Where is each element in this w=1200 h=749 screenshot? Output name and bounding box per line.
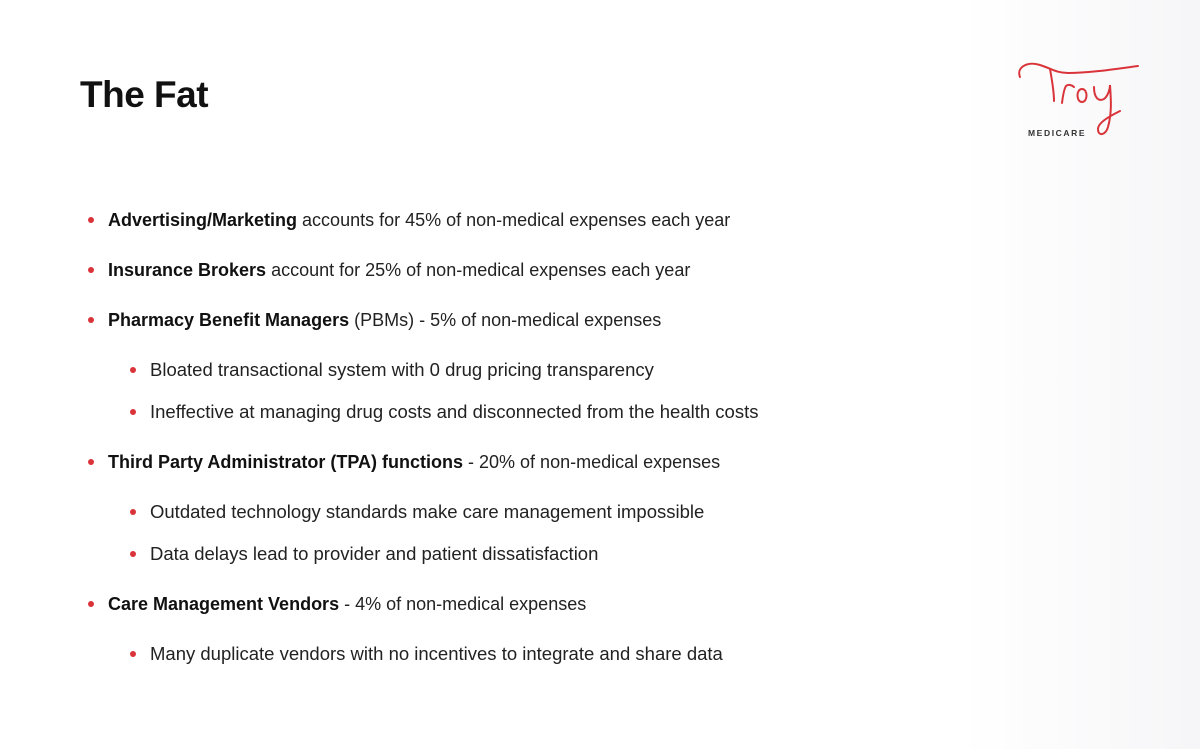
bullet-dot-icon bbox=[88, 217, 94, 223]
bullet-dot-icon bbox=[88, 459, 94, 465]
sub-bullet bbox=[130, 358, 1088, 382]
logo-wordmark: MEDICARE bbox=[1028, 128, 1087, 138]
sub-bullet bbox=[130, 642, 1088, 666]
sub-bullet bbox=[130, 400, 1088, 424]
bullet-dot-icon bbox=[130, 367, 136, 373]
bullet-text: - 20% of non-medical expenses bbox=[463, 452, 721, 472]
bullet-advertising bbox=[88, 208, 1088, 232]
bullet-insurance-brokers bbox=[88, 258, 1088, 282]
bullet-list bbox=[88, 208, 1088, 692]
bullet-dot-icon bbox=[130, 509, 136, 515]
troy-medicare-logo bbox=[1010, 55, 1150, 150]
sub-bullet-text: Data delays lead to provider and patient dissatisfaction bbox=[150, 543, 599, 564]
bullet-text: - 4% of non-medical expenses bbox=[339, 594, 587, 614]
bullet-text: account for 25% of non-medical expenses each year bbox=[266, 260, 691, 280]
bullet-heading: Third Party Administrator (TPA) functions bbox=[108, 452, 464, 472]
sub-bullet-text: Outdated technology standards make care management impossible bbox=[150, 501, 705, 522]
bullet-care-management bbox=[88, 592, 1088, 666]
bullet-dot-icon bbox=[130, 551, 136, 557]
sub-bullet-text: Ineffective at managing drug costs and disconnected from the health costs bbox=[150, 401, 759, 422]
bullet-heading: Pharmacy Benefit Managers bbox=[108, 310, 350, 330]
bullet-dot-icon bbox=[130, 651, 136, 657]
bullet-tpa bbox=[88, 450, 1088, 566]
bullet-dot-icon bbox=[88, 317, 94, 323]
sub-bullet bbox=[130, 500, 1088, 524]
bullet-dot-icon bbox=[88, 601, 94, 607]
sub-bullet-list bbox=[130, 358, 1088, 424]
bullet-dot-icon bbox=[130, 409, 136, 415]
bullet-text: accounts for 45% of non-medical expenses each year bbox=[297, 210, 731, 230]
bullet-heading: Advertising/Marketing bbox=[108, 210, 298, 230]
sub-bullet-text: Many duplicate vendors with no incentives to integrate and share data bbox=[150, 643, 723, 664]
bullet-heading: Insurance Brokers bbox=[108, 260, 267, 280]
sub-bullet-list bbox=[130, 642, 1088, 666]
bullet-dot-icon bbox=[88, 267, 94, 273]
slide-title: The Fat bbox=[80, 74, 209, 115]
sub-bullet bbox=[130, 542, 1088, 566]
bullet-heading: Care Management Vendors bbox=[108, 594, 340, 614]
sub-bullet-list bbox=[130, 500, 1088, 566]
bullet-text: (PBMs) - 5% of non-medical expenses bbox=[349, 310, 662, 330]
bullet-pbms bbox=[88, 308, 1088, 424]
sub-bullet-text: Bloated transactional system with 0 drug pricing transparency bbox=[150, 359, 654, 380]
